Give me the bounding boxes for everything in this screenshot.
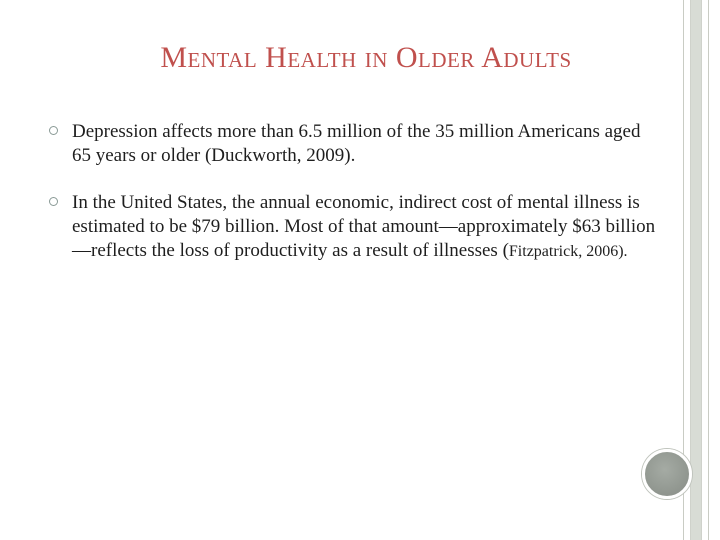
bullet-item	[48, 120, 658, 168]
bullet-text: In the United States, the annual economic, indirect cost of mental illness is estimated to be $79 billion. Most of that amount—approximately $63 billion—reflects the loss of productivity as a result of illnesses (	[72, 192, 656, 261]
bullet-citation: Fitzpatrick, 2006).	[508, 243, 628, 260]
bullet-list	[48, 120, 658, 287]
bullet-item	[48, 191, 658, 264]
slide-title: Mental Health in Older Adults	[160, 41, 572, 74]
decorative-circle-icon	[642, 449, 692, 499]
bullet-marker-icon	[49, 126, 58, 135]
right-border-stripe	[690, 0, 702, 540]
bullet-marker-icon	[49, 197, 58, 206]
bullet-text: Depression affects more than 6.5 million of the 35 million Americans aged 65 years or older (Duckworth, 2009).	[72, 121, 641, 166]
